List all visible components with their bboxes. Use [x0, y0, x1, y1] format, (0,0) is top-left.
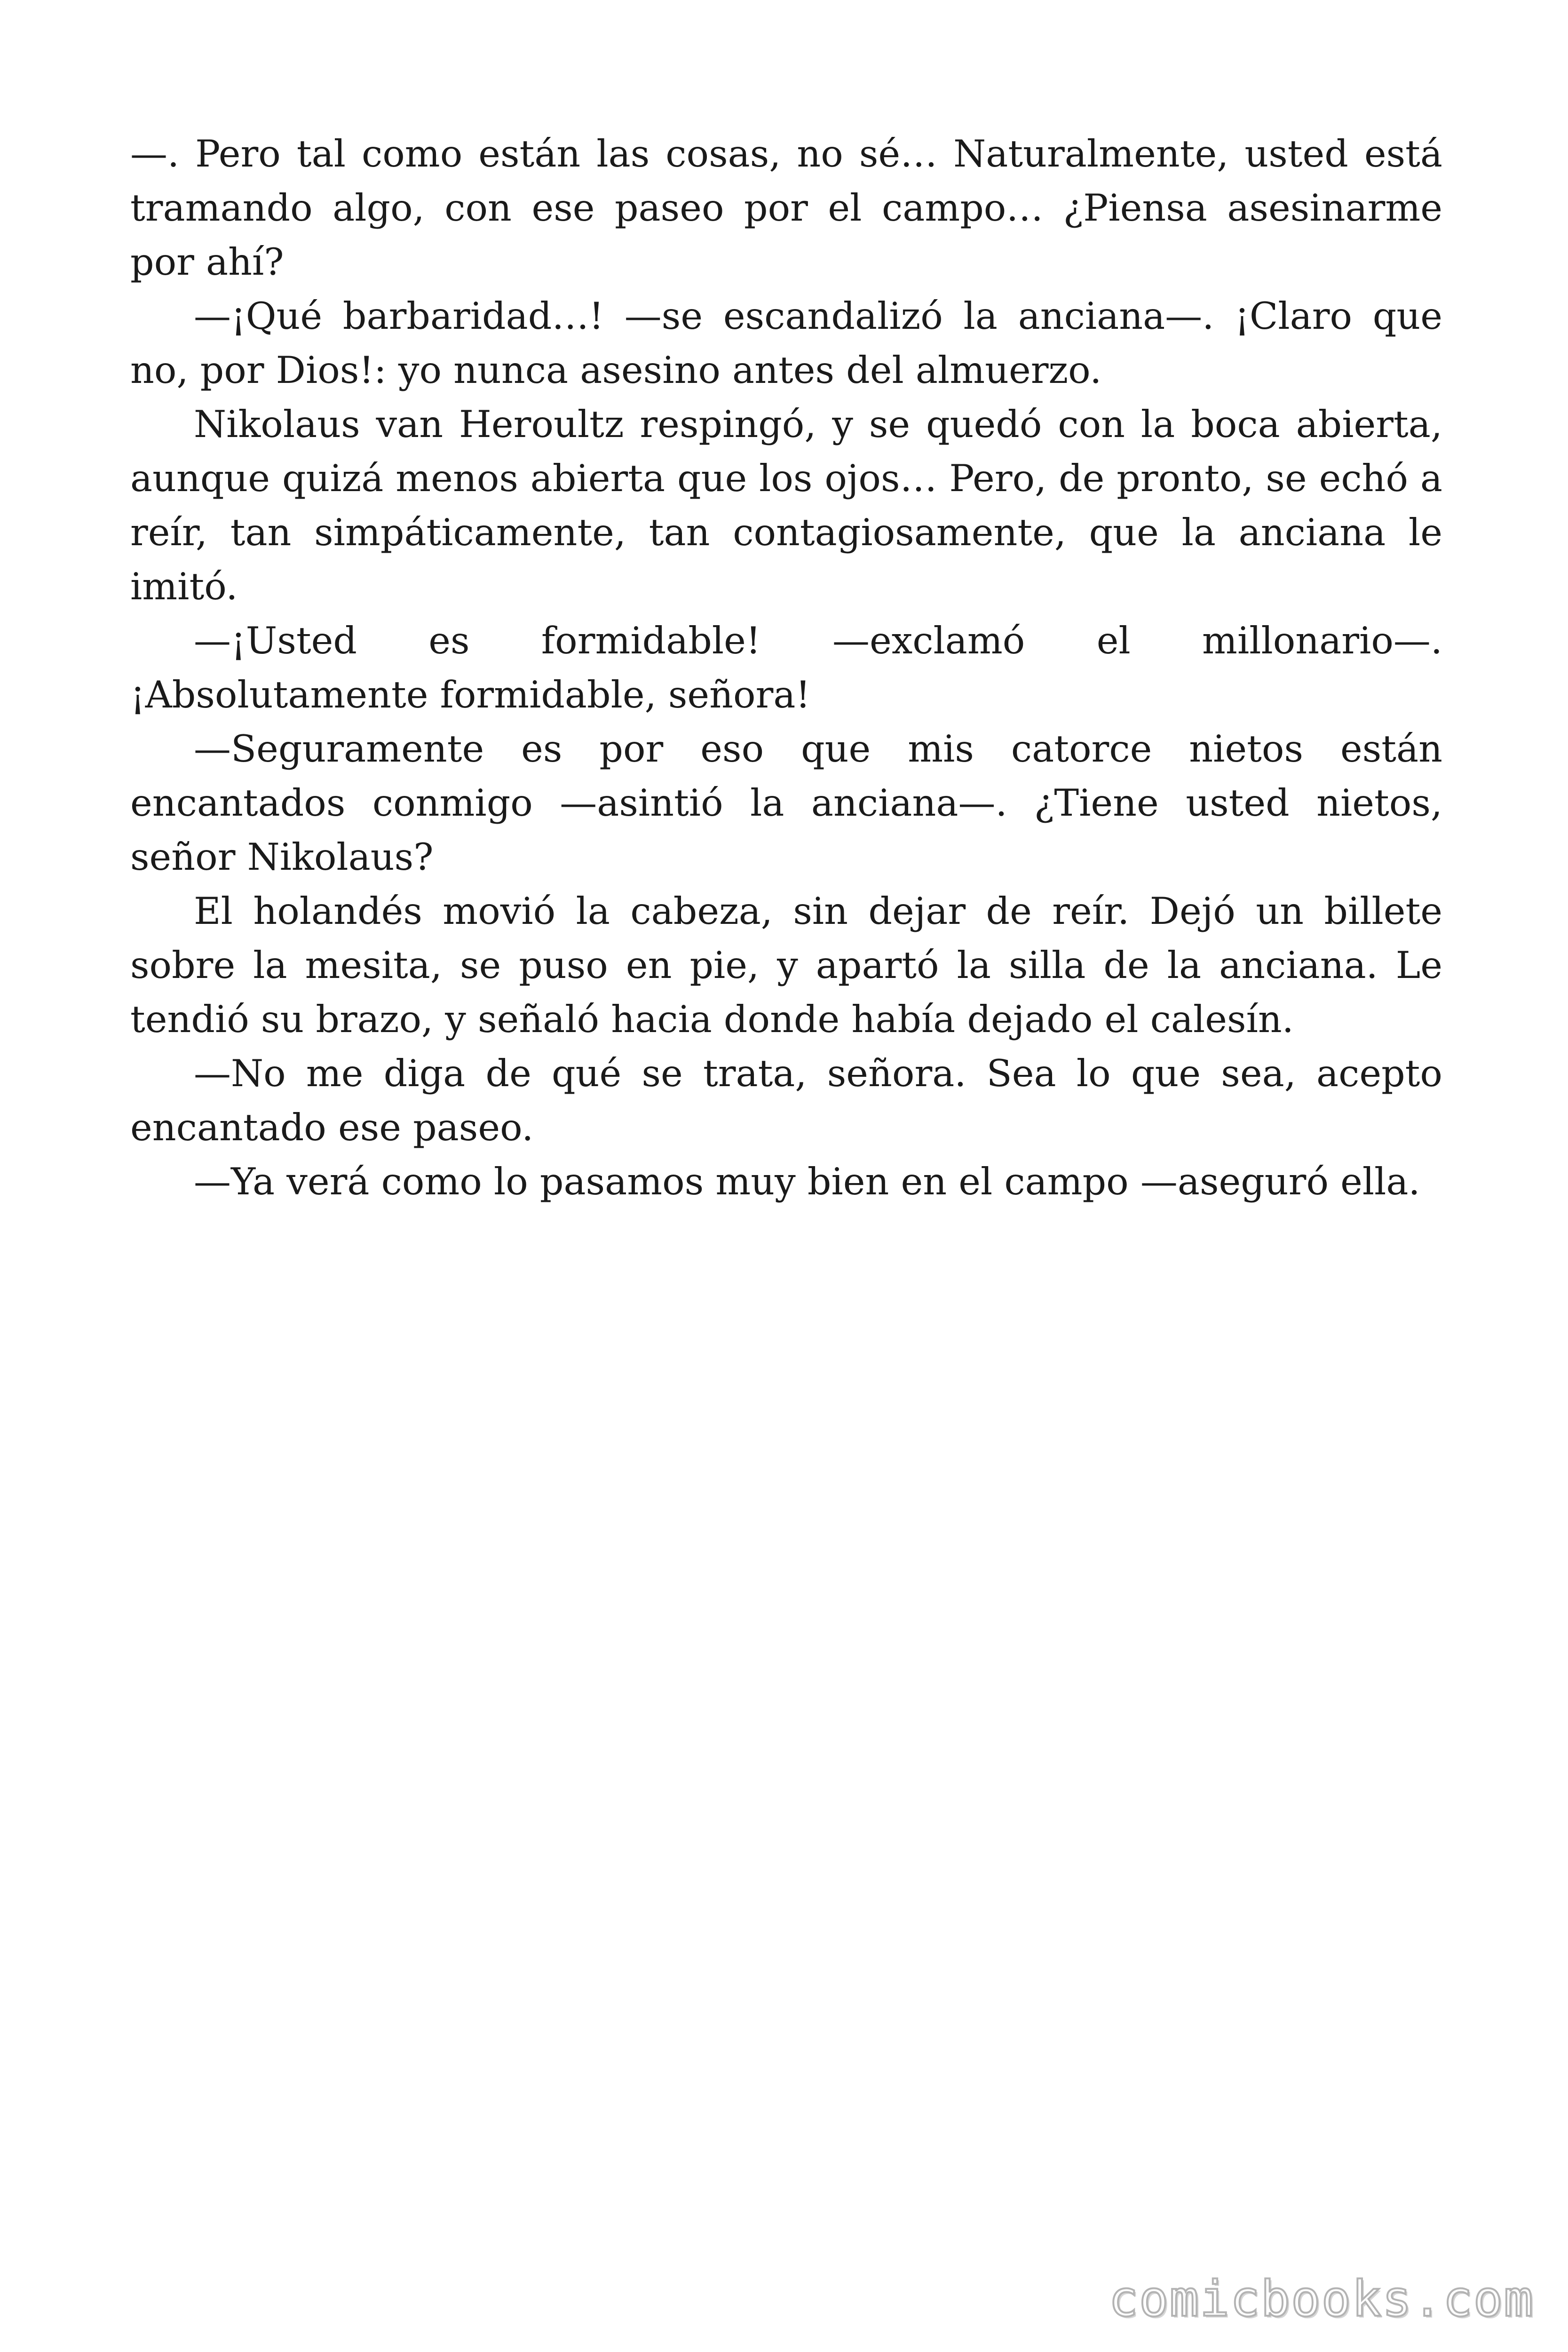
- page-body: [130, 127, 1442, 1209]
- paragraph: —No me diga de qué se trata, señora. Sea lo que sea, acepto encantado ese paseo.: [130, 1052, 1442, 1149]
- paragraph: —. Pero tal como están las cosas, no sé… Naturalmente, usted está tramando algo, con ese paseo por el campo… ¿Piensa asesinarme por ahí?: [130, 132, 1442, 284]
- paragraph: —¡Usted es formidable! —exclamó el millonario—. ¡Absolutamente formidable, señora!: [130, 619, 1442, 716]
- watermark-logo: comicbooks.com: [1109, 2270, 1534, 2328]
- paragraph: —¡Qué barbaridad…! —se escandalizó la anciana—. ¡Claro que no, por Dios!: yo nunca asesino antes del almuerzo.: [130, 294, 1442, 392]
- paragraph: Nikolaus van Heroultz respingó, y se quedó con la boca abierta, aunque quizá menos abierta que los ojos… Pero, de pronto, se echó a reír, tan simpáticamente, tan contagiosamente, que la anciana le imitó.: [130, 403, 1442, 608]
- paragraph: El holandés movió la cabeza, sin dejar de reír. Dejó un billete sobre la mesita, se puso en pie, y apartó la silla de la anciana. Le tendió su brazo, y señaló hacia donde había dejado el calesín.: [130, 890, 1442, 1041]
- paragraph: —Seguramente es por eso que mis catorce nietos están encantados conmigo —asintió la anciana—. ¿Tiene usted nietos, señor Nikolaus?: [130, 727, 1442, 879]
- paragraph: —Ya verá como lo pasamos muy bien en el campo —aseguró ella.: [194, 1160, 1420, 1203]
